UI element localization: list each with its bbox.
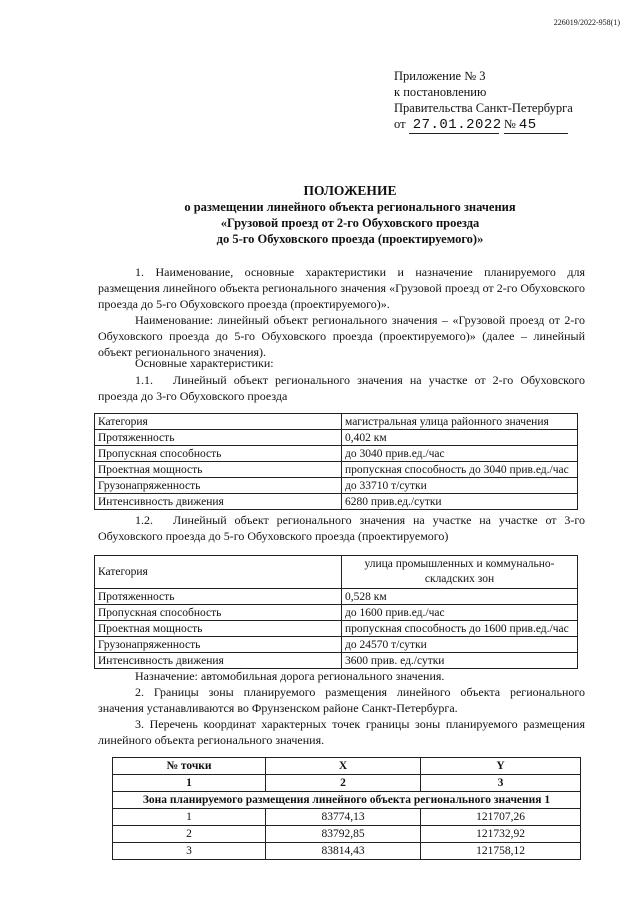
table1-row <box>95 478 578 494</box>
characteristic-label: Протяженность <box>95 589 342 605</box>
characteristic-value: 6280 прив.ед./сутки <box>342 494 578 510</box>
coords-row <box>113 843 581 860</box>
number-prefix: № <box>503 117 516 131</box>
section-number-1-2: 1.2. <box>135 513 153 527</box>
coords-point-number: 3 <box>113 843 266 860</box>
characteristic-label: Проектная мощность <box>95 462 342 478</box>
characteristic-value: пропускная способность до 1600 прив.ед./час <box>342 621 578 637</box>
paragraph-3: Основные характеристики: <box>135 356 274 370</box>
coordinates-table <box>112 757 581 860</box>
characteristic-label: Грузонапряженность <box>95 478 342 494</box>
characteristics-table-2 <box>94 555 578 669</box>
coords-header-row <box>113 758 581 775</box>
characteristic-label: Проектная мощность <box>95 621 342 637</box>
characteristic-value: 3600 прив. ед./сутки <box>342 653 578 669</box>
paragraph-purpose: Назначение: автомобильная дорога регионального значения. <box>135 669 445 683</box>
coords-header-point: № точки <box>113 758 266 775</box>
coords-col-number-2: 2 <box>266 775 421 792</box>
coords-x-value: 83792,85 <box>266 826 421 843</box>
coords-x-value: 83814,43 <box>266 843 421 860</box>
characteristic-label: Пропускная способность <box>95 605 342 621</box>
title-heading: ПОЛОЖЕНИЕ <box>303 183 397 198</box>
coords-y-value: 121758,12 <box>421 843 581 860</box>
date-prefix: от <box>394 117 406 131</box>
table2-row <box>95 637 578 653</box>
table2-row <box>95 589 578 605</box>
characteristic-value: до 3040 прив.ед./час <box>342 446 578 462</box>
coords-numbering-row <box>113 775 581 792</box>
characteristic-label: Категория <box>95 414 342 430</box>
table1-row <box>95 430 578 446</box>
characteristics-table-1 <box>94 413 578 510</box>
coords-y-value: 121707,26 <box>421 809 581 826</box>
coords-col-number-3: 3 <box>421 775 581 792</box>
section-text-1-2: Линейный объект регионального значения на участке на участке от 3-го Обуховского проезда до 5-го Обуховского проезда (проектируемого) <box>98 513 585 543</box>
coords-y-value: 121732,92 <box>421 826 581 843</box>
table2-row <box>95 556 578 589</box>
characteristic-value: пропускная способность до 3040 прив.ед./час <box>342 462 578 478</box>
coords-point-number: 2 <box>113 826 266 843</box>
table2-row <box>95 621 578 637</box>
document-title <box>100 183 600 247</box>
coords-zone-row <box>113 792 581 809</box>
characteristic-value: улица промышленных и коммунально-складских зон <box>342 556 578 589</box>
annex-line-2: к постановлению <box>394 85 487 99</box>
paragraph-1: 1. Наименование, основные характеристики и назначение планируемого для размещения линейного объекта регионального значения «Грузовой проезд от 2-го Обуховского проезда до 5-го Обуховского проезда (проектируемого)». <box>98 265 585 311</box>
annex-line-3: Правительства Санкт-Петербурга <box>394 101 573 115</box>
annex-number: 45 <box>518 117 537 133</box>
characteristic-label: Протяженность <box>95 430 342 446</box>
title-line-2: «Грузовой проезд от 2-го Обуховского проезда <box>220 216 480 230</box>
characteristic-label: Интенсивность движения <box>95 653 342 669</box>
section-text-1-1: Линейный объект регионального значения на участке от 2-го Обуховского проезда до 3-го Обуховского проезда <box>98 373 585 403</box>
characteristic-value: 0,528 км <box>342 589 578 605</box>
coords-x-value: 83774,13 <box>266 809 421 826</box>
title-line-1: о размещении линейного объекта регионального значения <box>184 200 516 214</box>
paragraph-2: Наименование: линейный объект регионального значения – «Грузовой проезд от 2-го Обуховского проезда до 5-го Обуховского проезда (проектируемого)» (далее – линейный объект регионального значения). <box>98 313 585 359</box>
coords-header-x: X <box>266 758 421 775</box>
annex-date-line <box>394 116 573 134</box>
annex-line-1: Приложение № 3 <box>394 69 486 83</box>
paragraph-2-boundaries: 2. Границы зоны планируемого размещения линейного объекта регионального значения устанавливаются во Фрунзенском районе Санкт-Петербурга. <box>98 685 585 715</box>
table1-row <box>95 494 578 510</box>
table1-row <box>95 446 578 462</box>
characteristic-value: до 33710 т/сутки <box>342 478 578 494</box>
table1-row <box>95 462 578 478</box>
annex-date: 27.01.2022 <box>412 117 502 133</box>
characteristic-label: Грузонапряженность <box>95 637 342 653</box>
coords-row <box>113 809 581 826</box>
paragraph-1-1 <box>98 372 585 404</box>
coords-zone-title: Зона планируемого размещения линейного объекта регионального значения 1 <box>113 792 581 809</box>
coords-point-number: 1 <box>113 809 266 826</box>
table1-row <box>95 414 578 430</box>
annex-block <box>394 68 573 134</box>
table2-row <box>95 605 578 621</box>
document-id: 226019/2022-958(1) <box>553 18 620 27</box>
characteristic-value: до 24570 т/сутки <box>342 637 578 653</box>
annex-number-field <box>504 116 568 134</box>
annex-date-field <box>409 116 502 134</box>
coords-header-y: Y <box>421 758 581 775</box>
characteristic-value: до 1600 прив.ед./час <box>342 605 578 621</box>
title-line-3: до 5-го Обуховского проезда (проектируемого)» <box>216 232 484 246</box>
section-number-1-1: 1.1. <box>135 373 153 387</box>
coords-col-number-1: 1 <box>113 775 266 792</box>
paragraph-3-coordinates: 3. Перечень координат характерных точек границы зоны планируемого размещения линейного объекта регионального значения. <box>98 717 585 747</box>
table2-row <box>95 653 578 669</box>
characteristic-value: 0,402 км <box>342 430 578 446</box>
paragraph-1-2 <box>98 512 585 544</box>
characteristic-value: магистральная улица районного значения <box>342 414 578 430</box>
characteristic-label: Категория <box>95 556 342 589</box>
characteristic-label: Интенсивность движения <box>95 494 342 510</box>
characteristic-label: Пропускная способность <box>95 446 342 462</box>
coords-row <box>113 826 581 843</box>
